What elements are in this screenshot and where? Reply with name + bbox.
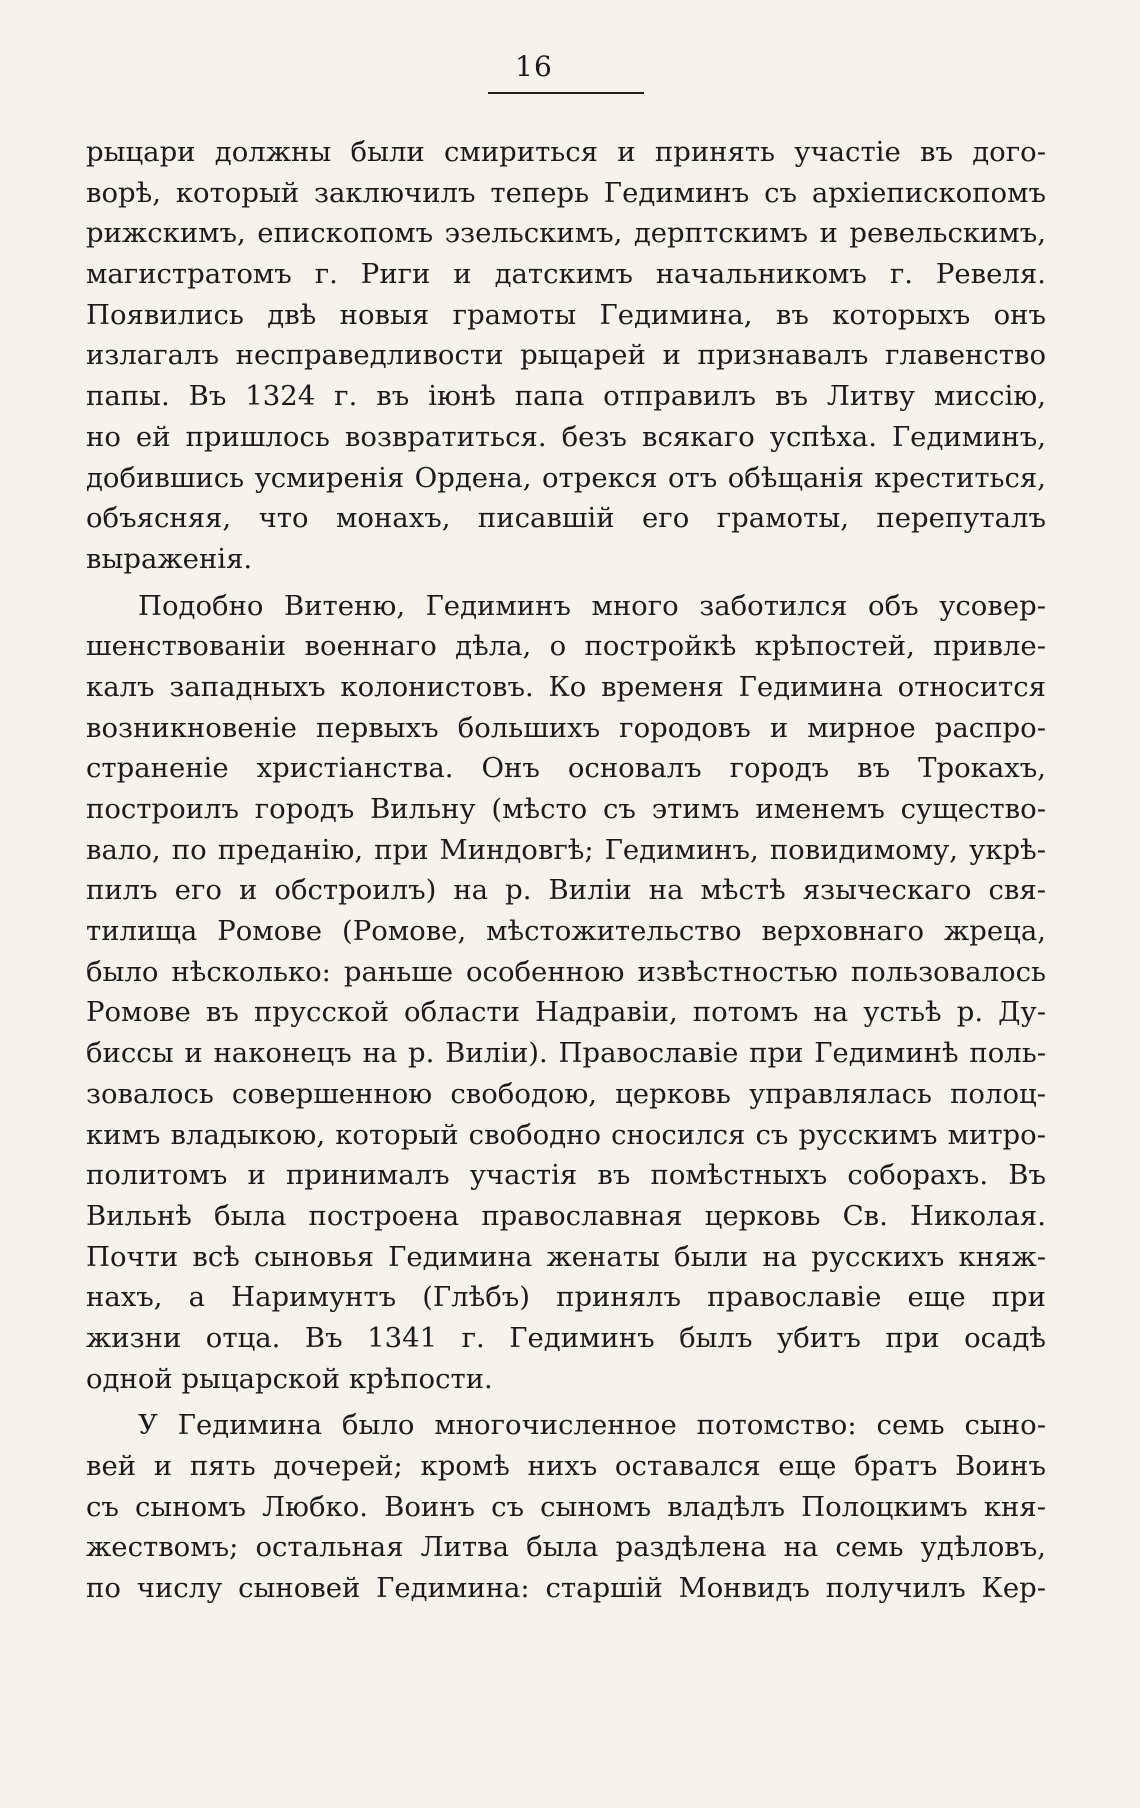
text-line: но ей пришлось возвратиться. безъ всякаго успѣха. Гедиминъ, bbox=[86, 420, 1046, 453]
paragraph-3 bbox=[86, 1405, 1046, 1608]
text-line: одной рыцарской крѣпости. bbox=[86, 1362, 493, 1395]
text-line: папы. Въ 1324 г. въ іюнѣ папа отправилъ въ Литву миссію, bbox=[86, 380, 1046, 413]
text-line: было нѣсколько: раньше особенною извѣстностью пользовалось bbox=[86, 955, 1046, 988]
text-line: вало, по преданію, при Миндовгѣ; Гедиминъ, повидимому, укрѣ- bbox=[86, 833, 1046, 866]
text-line: зовалось совершенною свободою, церковь управлялась полоц- bbox=[86, 1077, 1046, 1110]
text-line: Вильнѣ была построена православная церковь Св. Николая. bbox=[86, 1199, 1046, 1232]
page-number-underline bbox=[488, 92, 644, 94]
text-line: построилъ городъ Вильну (мѣсто съ этимъ именемъ существо- bbox=[86, 793, 1046, 825]
text-line: объясняя, что монахъ, писавшій его грамоты, перепуталъ bbox=[86, 502, 1046, 535]
text-line: биссы и наконецъ на р. Виліи). Православіе при Гедиминѣ поль- bbox=[86, 1037, 1046, 1070]
text-line: Почти всѣ сыновья Гедимина женаты были на русскихъ княж- bbox=[86, 1240, 1046, 1273]
text-line: жествомъ; остальная Литва была раздѣлена на семь удѣловъ, bbox=[86, 1531, 1046, 1564]
text-line: рижскимъ, епископомъ эзельскимъ, дерптскимъ и ревельскимъ, bbox=[86, 217, 1046, 250]
text-line: пилъ его и обстроилъ) на р. Виліи на мѣстѣ языческаго свя- bbox=[86, 874, 1046, 907]
text-line: съ сыномъ Любко. Воинъ съ сыномъ владѣлъ Полоцкимъ кня- bbox=[86, 1490, 1046, 1523]
text-line: кимъ владыкою, который свободно сносился съ русскимъ митро- bbox=[86, 1118, 1046, 1151]
paragraph-1 bbox=[86, 132, 1046, 580]
text-line: жизни отца. Въ 1341 г. Гедиминъ былъ убитъ при осадѣ bbox=[86, 1321, 1046, 1354]
text-line: Подобно Витеню, Гедиминъ много заботился объ усовер- bbox=[138, 589, 1046, 622]
text-line: тилища Ромове (Ромове, мѣстожительство верховнаго жреца, bbox=[86, 915, 1046, 948]
page-number: 16 bbox=[515, 50, 553, 83]
text-line: шенствованіи военнаго дѣла, о постройкѣ крѣпостей, привле- bbox=[86, 630, 1046, 663]
text-line: калъ западныхъ колонистовъ. Ко временя Гедимина относится bbox=[86, 670, 1046, 703]
text-line: добившись усмиренія Ордена, отрекся отъ обѣщанія креститься, bbox=[86, 461, 1046, 494]
text-line: Ромове въ прусской области Надравіи, потомъ на устьѣ р. Ду- bbox=[86, 996, 1046, 1029]
text-line: политомъ и принималъ участія въ помѣстныхъ соборахъ. Въ bbox=[86, 1159, 1046, 1192]
text-line: рыцари должны были смириться и принять участіе въ дого- bbox=[86, 136, 1046, 168]
text-line: Появились двѣ новыя грамоты Гедимина, въ которыхъ онъ bbox=[86, 298, 1046, 331]
text-line: У Гедимина было многочисленное потомство: семь сыно- bbox=[138, 1409, 1046, 1442]
text-line: по числу сыновей Гедимина: старшій Монвидъ получилъ Кер- bbox=[86, 1572, 1046, 1605]
text-line: выраженія. bbox=[86, 542, 253, 575]
text-line: нахъ, а Наримунтъ (Глѣбъ) принялъ православіе еще при bbox=[86, 1281, 1046, 1314]
text-line: излагалъ несправедливости рыцарей и признавалъ главенство bbox=[86, 339, 1046, 372]
paragraph-2 bbox=[86, 586, 1046, 1400]
text-line: страненіе христіанства. Онъ основалъ городъ въ Трокахъ, bbox=[86, 752, 1046, 785]
text-line: ворѣ, который заключилъ теперь Гедиминъ съ архіепископомъ bbox=[86, 176, 1046, 209]
text-line: возникновеніе первыхъ большихъ городовъ и мирное распро- bbox=[86, 711, 1046, 744]
text-line: вей и пять дочерей; кромѣ нихъ оставался еще братъ Воинъ bbox=[86, 1450, 1046, 1482]
body-text bbox=[86, 132, 1046, 1609]
text-line: магистратомъ г. Риги и датскимъ начальникомъ г. Ревеля. bbox=[86, 258, 1046, 291]
